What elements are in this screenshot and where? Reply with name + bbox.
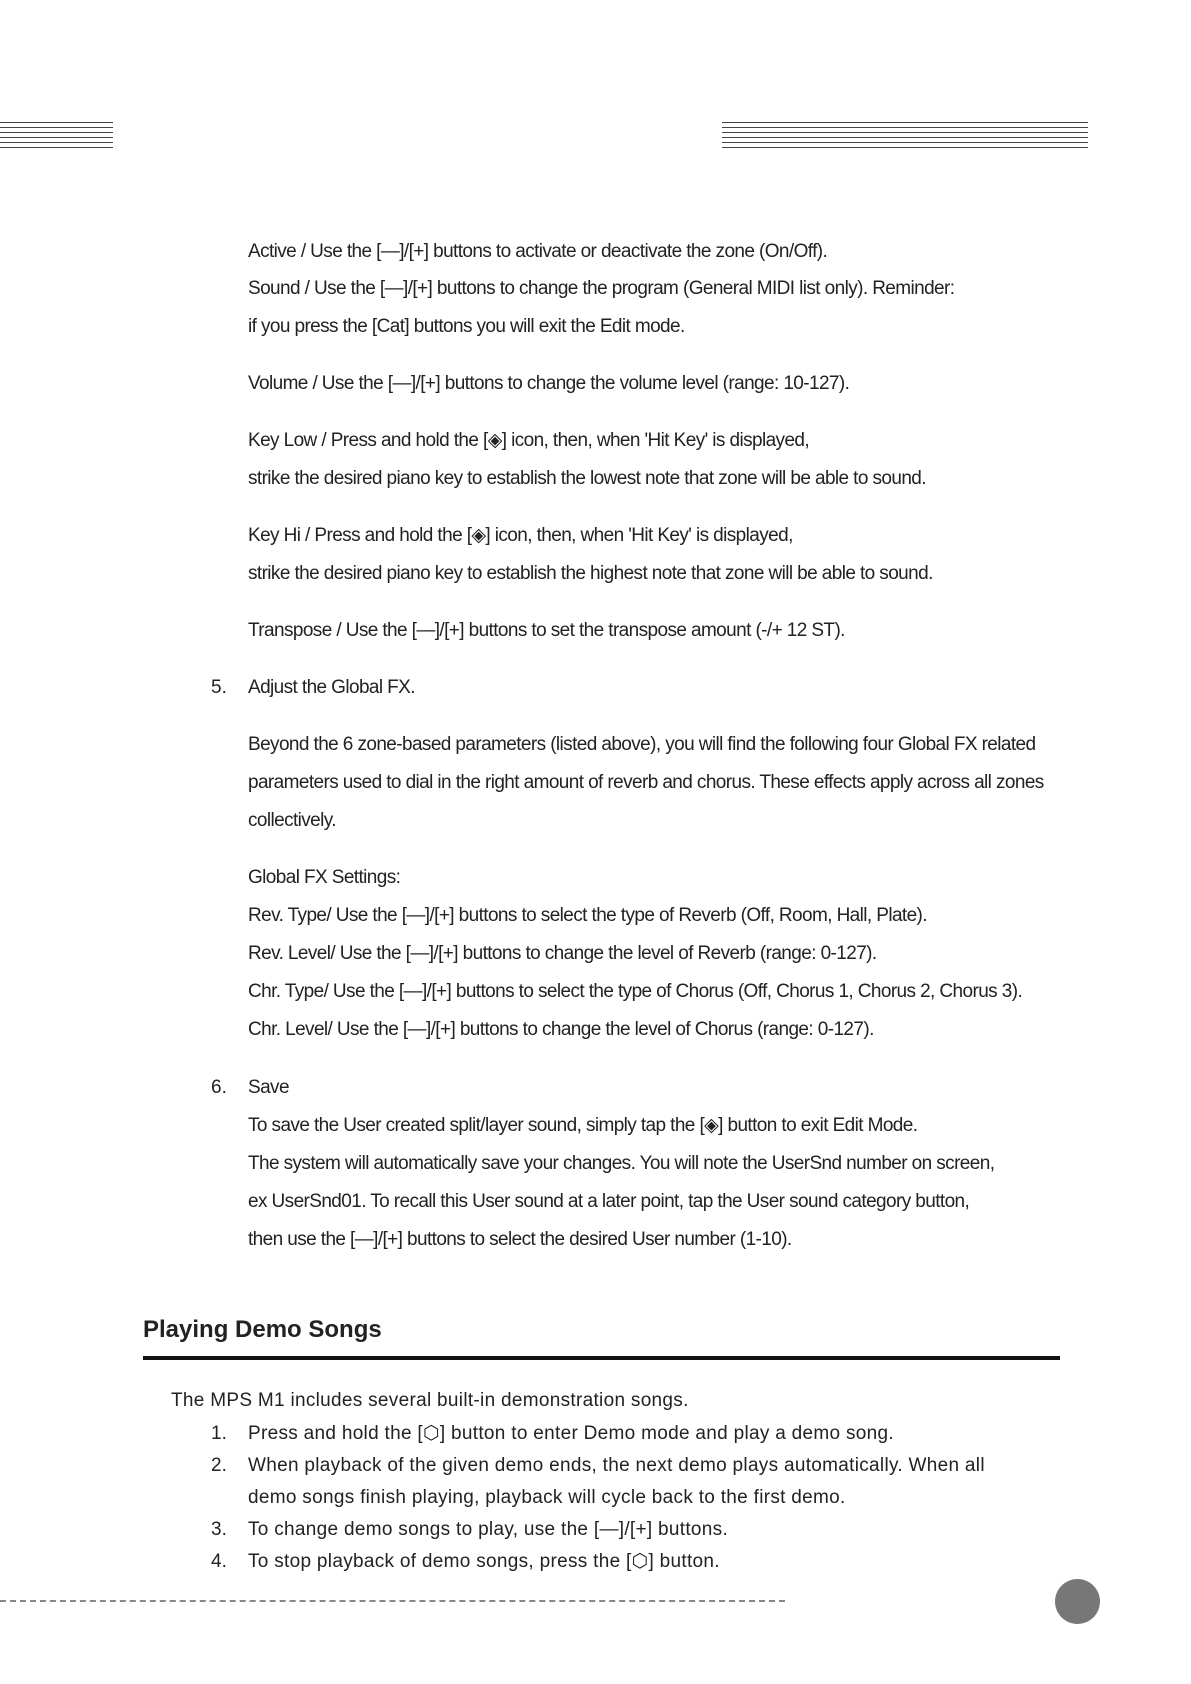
setting-chr-level: Chr. Level/ Use the [—]/[+] buttons to change the level of Chorus (range: 0-127). [248,1019,874,1040]
demo-item-number: 3. [211,1519,227,1540]
header-rule-left [0,122,113,158]
demo-item-number: 4. [211,1551,227,1572]
section-title: Playing Demo Songs [143,1316,382,1343]
setting-rev-level: Rev. Level/ Use the [—]/[+] buttons to change the level of Reverb (range: 0-127). [248,943,877,964]
param-keyhi-line2: strike the desired piano key to establish the highest note that zone will be able to sound. [248,563,933,584]
step6-title: Save [248,1077,289,1098]
param-keylow-line2: strike the desired piano key to establish the lowest note that zone will be able to sound. [248,468,926,489]
step6-line2: The system will automatically save your changes. You will note the UserSnd number on screen, [248,1153,995,1174]
header-rule-right [722,122,1088,158]
step6-number: 6. [211,1077,227,1098]
param-keyhi-line1: Key Hi / Press and hold the [◈] icon, then, when 'Hit Key' is displayed, [248,525,793,546]
demo-item-text: To change demo songs to play, use the [—]/[+] buttons. [248,1519,729,1540]
demo-item-number: 2. [211,1455,227,1476]
step5-para-line1: Beyond the 6 zone-based parameters (listed above), you will find the following four Global FX related [248,734,1036,755]
demo-item-text: demo songs finish playing, playback will cycle back to the first demo. [248,1487,846,1508]
demo-item-text: When playback of the given demo ends, the next demo plays automatically. When all [248,1455,985,1476]
param-active: Active / Use the [—]/[+] buttons to activate or deactivate the zone (On/Off). [248,241,828,262]
demo-item-text: Press and hold the [⬡] button to enter Demo mode and play a demo song. [248,1423,894,1444]
setting-rev-type: Rev. Type/ Use the [—]/[+] buttons to select the type of Reverb (Off, Room, Hall, Plate). [248,905,927,926]
param-sound-line1: Sound / Use the [—]/[+] buttons to change the program (General MIDI list only). Reminder: [248,278,955,299]
step6-line1: To save the User created split/layer sound, simply tap the [◈] button to exit Edit Mode. [248,1115,918,1136]
step5-number: 5. [211,677,227,698]
section-divider [143,1356,1060,1360]
demo-item-number: 1. [211,1423,227,1444]
demo-item-text: To stop playback of demo songs, press the [⬡] button. [248,1551,720,1572]
step6-line3: ex UserSnd01. To recall this User sound at a later point, tap the User sound category button, [248,1191,970,1212]
param-keylow-line1: Key Low / Press and hold the [◈] icon, then, when 'Hit Key' is displayed, [248,430,810,451]
global-fx-settings-title: Global FX Settings: [248,867,401,888]
step5-para-line3: collectively. [248,810,336,831]
setting-chr-type: Chr. Type/ Use the [—]/[+] buttons to select the type of Chorus (Off, Chorus 1, Chorus 2, Chorus 3). [248,981,1023,1002]
step5-para-line2: parameters used to dial in the right amount of reverb and chorus. These effects apply across all zones [248,772,1044,793]
page-marker-circle [1055,1579,1100,1624]
step5-title: Adjust the Global FX. [248,677,415,698]
param-volume: Volume / Use the [—]/[+] buttons to change the volume level (range: 10-127). [248,373,850,394]
param-transpose: Transpose / Use the [—]/[+] buttons to set the transpose amount (-/+ 12 ST). [248,620,845,641]
param-sound-line2: if you press the [Cat] buttons you will exit the Edit mode. [248,316,685,337]
step6-line4: then use the [—]/[+] buttons to select the desired User number (1-10). [248,1229,792,1250]
demo-intro: The MPS M1 includes several built-in demonstration songs. [171,1390,689,1411]
footer-dashed-rule [0,1600,785,1602]
